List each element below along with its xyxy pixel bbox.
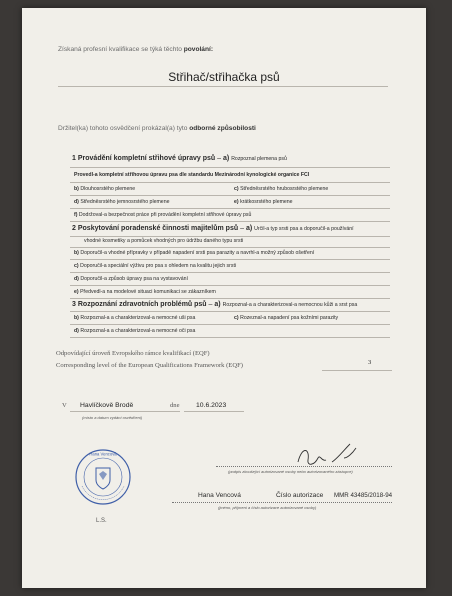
section-1-b-text: Dlouhosrstého plemene [80, 186, 136, 192]
section-3-b [74, 315, 195, 321]
place-town: Havlíčkově Brodě [80, 402, 134, 409]
rule [322, 370, 392, 371]
competence-lead: Držitel(ka) tohoto osvědčení prokázal(a) tyto [58, 125, 188, 132]
rule [70, 182, 390, 183]
section-1-e [234, 199, 293, 205]
name-caption: (jméno, příjmení a číslo autorizace autorizované osoby) [218, 505, 317, 510]
section-2-e [74, 289, 216, 295]
issue-date: 10.6.2023 [196, 402, 227, 409]
section-3-b-text: Rozpoznal-a a charakterizoval-a nemocné uši psa [80, 315, 196, 321]
section-1-title: 1 Provádění kompletní střihové úpravy psů – a) Rozpoznal plemena psů [72, 155, 287, 162]
competence-line [58, 125, 256, 132]
section-2-d-letter: d) [74, 276, 79, 282]
section-2-c-text: Doporučil-a speciální výživu pro psa s ohledem na kvalitu jejich srsti [80, 263, 237, 269]
intro-line [58, 46, 213, 53]
section-2-d [74, 276, 188, 282]
rule [70, 298, 390, 299]
section-3-a-text: Rozpoznal-a a charakterizoval-a nemocnou kůži a srst psa [222, 302, 358, 308]
section-3-d-text: Rozpoznal-a a charakterizoval-a nemocné oči psa [80, 328, 196, 334]
signer-name: Hana Vencová [198, 492, 241, 499]
auth-no-label: Číslo autorizace [276, 492, 324, 499]
rule [70, 221, 390, 222]
section-3-number: 3 [72, 301, 76, 308]
section-2-a-text: Určil-a typ srsti psa a doporučil-a používání [254, 226, 354, 232]
auth-no: MMR 43485/2018-94 [334, 492, 393, 499]
section-2-d-text: Doporučil-a způsob úpravy psa na vystavování [80, 276, 188, 282]
eqf-en: Corresponding level of the European Qualifications Framework (EQF) [56, 362, 243, 369]
rule [70, 285, 390, 286]
section-3-title: 3 Rozpoznání zdravotních problémů psů – a) Rozpoznal-a a charakterizoval-a nemocnou kůži a srst psa [72, 301, 358, 308]
section-1-b-letter: b) [74, 186, 79, 192]
rule [70, 259, 390, 260]
rule [70, 208, 390, 209]
section-2-a-line2: vhodné kosmetiky a pomůcek vhodných pro údržbu daného typu srsti [84, 238, 244, 244]
section-1-heading: Provádění kompletní střihové úpravy psů [77, 155, 216, 162]
section-2-e-text: Předvedl-a na modelové situaci komunikaci se zákazníkem [80, 289, 216, 295]
rule [70, 324, 390, 325]
section-3-c-text: Rozeznal-a napadení psa kožními parazity [240, 315, 339, 321]
rule [70, 311, 390, 312]
section-2-number: 2 [72, 225, 76, 232]
section-2-heading: Poskytování poradenské činnosti majitelům psů [77, 225, 239, 232]
occupation-title: Střihač/střihačka psů [168, 70, 280, 84]
section-1-d-text: Středněsrstého jemnosrstého plemene [80, 199, 170, 205]
rule [70, 195, 390, 196]
place-dne: dne [170, 402, 180, 409]
rule [172, 502, 392, 503]
section-1-a-text: Rozpoznal plemena psů [231, 156, 287, 162]
eqf-level: 3 [368, 359, 372, 366]
section-1-e-text: krátkosrstého plemene [240, 199, 293, 205]
section-2-title: 2 Poskytování poradenské činnosti majitelům psů – a) Určil-a typ srsti psa a doporučil-a používání [72, 225, 354, 232]
place-v: V [62, 402, 67, 409]
rule [70, 247, 390, 248]
section-1-a-line2: Provedl-a kompletní střihovou úpravu psa dle standardu Mezinárodní kynologické organice FCI [74, 172, 310, 178]
section-3-a-letter: a) [214, 301, 221, 308]
section-1-c-text: Středněsrstého hrubosrstého plemene [240, 186, 329, 192]
section-1-b [74, 186, 135, 192]
section-1-f [74, 212, 251, 218]
section-2-c [74, 263, 236, 269]
underline [58, 86, 388, 87]
place-caption: (místo a datum vydání osvědčení) [82, 415, 143, 420]
intro-lead: Získaná profesní kvalifikace se týká těchto [58, 46, 182, 53]
rule [184, 411, 244, 412]
section-3-heading: Rozpoznání zdravotních problémů psů [77, 301, 207, 308]
section-2-c-letter: c) [74, 263, 79, 269]
section-1-number: 1 [72, 155, 76, 162]
official-seal [74, 448, 132, 506]
section-1-f-letter: f) [74, 212, 78, 218]
section-1-d-letter: d) [74, 199, 79, 205]
rule [70, 272, 390, 273]
section-2-b [74, 250, 314, 256]
rule [70, 411, 180, 412]
section-1-f-text: Dodržoval-a bezpečnost práce při provádění kompletní střihové úpravy psů [78, 212, 252, 218]
section-1-a-letter: a) [223, 155, 230, 162]
section-3-d-letter: d) [74, 328, 79, 334]
rule [216, 466, 392, 467]
section-2-e-letter: e) [74, 289, 79, 295]
section-3-b-letter: b) [74, 315, 79, 321]
section-2-b-letter: b) [74, 250, 79, 256]
rule [70, 167, 390, 168]
signature-caption: (podpis zkoušející autorizované osoby nebo autorizovaného zástupce) [228, 469, 353, 474]
competence-bold: odborné způsobilosti [189, 125, 256, 132]
eqf-cz: Odpovídající úroveň Evropského rámce kvalifikací (EQF) [56, 350, 210, 357]
section-1-e-letter: e) [234, 199, 239, 205]
section-2-a-letter: a) [245, 225, 253, 232]
rule [70, 236, 390, 237]
section-1-c [234, 186, 328, 192]
intro-bold: povolání: [183, 46, 214, 53]
section-1-d [74, 199, 169, 205]
rule [70, 337, 390, 338]
section-3-d [74, 328, 195, 334]
section-1-c-letter: c) [234, 186, 239, 192]
locus-sigilli: L.S. [96, 518, 107, 524]
seal-text: Hana Vencová [89, 451, 117, 457]
section-3-c [234, 315, 338, 321]
certificate-page [22, 8, 426, 588]
section-3-c-letter: c) [234, 315, 239, 321]
section-2-b-text: Doporučil-a vhodné přípravky v případě napadení srsti psa parazity a navrhl-a možný způsob ošetření [80, 250, 315, 256]
